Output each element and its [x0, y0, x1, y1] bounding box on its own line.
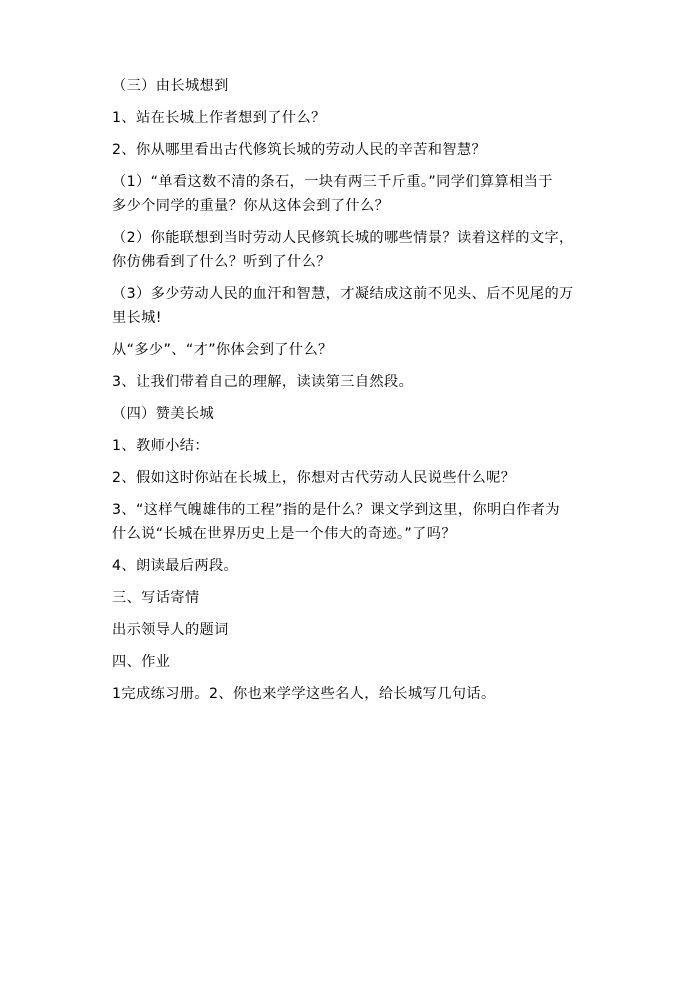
- document-body: [112, 74, 622, 706]
- sub-item-3-line-1: （3）多少劳动人民的血汗和智慧，才凝结成这前不见头、后不见尾的万: [112, 286, 574, 302]
- sub-item-2-line-2: 你仿佛看到了什么？听到了什么？: [112, 254, 331, 270]
- summary-item-1: 1、教师小结：: [112, 438, 209, 454]
- question-3: 3、让我们带着自己的理解，读读第三自然段。: [112, 374, 414, 390]
- section-heading-three: （三）由长城想到: [112, 78, 229, 94]
- follow-up-question: 从“多少”、“才”你体会到了什么？: [112, 342, 333, 358]
- sub-item-3-line-2: 里长城!: [112, 310, 162, 326]
- inscription-note: 出示领导人的题词: [112, 622, 229, 638]
- sub-item-2-line-1: （2）你能联想到当时劳动人民修筑长城的哪些情景？读着这样的文字，: [112, 230, 574, 246]
- summary-item-3-line-1: 3、“这样气魄雄伟的工程”指的是什么？课文学到这里，你明白作者为: [112, 502, 560, 518]
- homework-items: 1完成练习册。2、你也来学学这些名人，给长城写几句话。: [112, 686, 496, 702]
- section-heading-homework: 四、作业: [112, 654, 171, 670]
- question-1: 1、站在长城上作者想到了什么？: [112, 110, 326, 126]
- sub-item-1-line-1: （1）“单看这数不清的条石，一块有两三千斤重。”同学们算算相当于: [112, 174, 553, 190]
- section-heading-four: （四）赞美长城: [112, 406, 215, 422]
- summary-item-4: 4、朗读最后两段。: [112, 558, 239, 574]
- summary-item-3-line-2: 什么说“长城在世界历史上是一个伟大的奇迹。”了吗？: [112, 526, 456, 542]
- summary-item-2: 2、假如这时你站在长城上，你想对古代劳动人民说些什么呢？: [112, 470, 516, 486]
- section-heading-writing: 三、写话寄情: [112, 590, 200, 606]
- sub-item-1-line-2: 多少个同学的重量？你从这体会到了什么？: [112, 198, 390, 214]
- question-2: 2、你从哪里看出古代修筑长城的劳动人民的辛苦和智慧？: [112, 142, 487, 158]
